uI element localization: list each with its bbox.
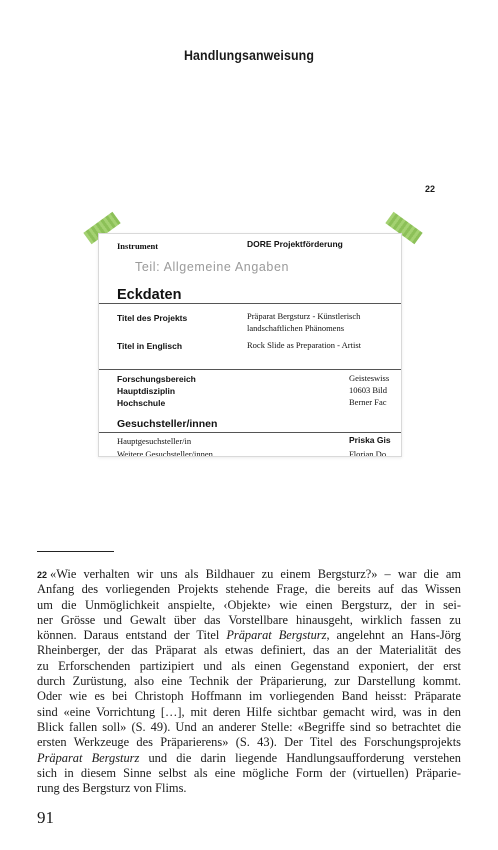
footnote-line: «Wie verhalten wir uns als Bildhauer zu einem Bergsturz?» – war die am bbox=[50, 567, 461, 581]
form-value-discipline: 10603 Bild bbox=[349, 385, 388, 395]
form-sheet bbox=[98, 233, 402, 457]
form-label-title-en: Titel in Englisch bbox=[117, 341, 183, 351]
footnote-line: und die darin liegende Handlungsaufforderung verstehen bbox=[139, 750, 462, 765]
form-label-instrument: Instrument bbox=[117, 241, 159, 251]
footnote-line: ersten Werkzeuge des Präparierens» (S. 43). Der Titel des Forschungsprojekts bbox=[37, 735, 461, 750]
form-value-research: Geisteswiss bbox=[349, 373, 390, 383]
footnote-line: um die Unmöglichkeit anspielte, ‹Objekte› wie einen Bergsturz, der in sei- bbox=[37, 597, 461, 612]
footnote-line: Blick fallen soll» (S. 49). Und an anderer Stelle: «Begriffe sind so betrachtet die bbox=[37, 719, 461, 734]
form-value-title-en: Rock Slide as Preparation - Artist bbox=[247, 340, 362, 350]
footnote-line: können. Daraus entstand der Titel bbox=[37, 628, 227, 643]
form-photo bbox=[90, 215, 410, 463]
page-number: 91 bbox=[37, 808, 54, 827]
footnote-number: 22 bbox=[37, 570, 48, 580]
form-label-further-applicants: Weitere Gesuchsteller/innen bbox=[117, 449, 213, 457]
footnote-line: sich in diesem Sinne selbst als eine mögliche Form der (virtuellen) Präparie- bbox=[37, 765, 461, 780]
form-section-faded: Teil: Allgemeine Angaben bbox=[135, 260, 290, 274]
footnote-line: rung des Bergsturz von Flims. bbox=[37, 781, 187, 796]
footnote-line: ner Grösse und Gewalt über das Vorstellbare hinausgeht, wirklich fassen zu bbox=[37, 612, 461, 627]
form-rule-2 bbox=[99, 369, 401, 370]
footnote-line: Oder wie es bei Christoph Hoffmann im vorliegenden Band heisst: Präparate bbox=[37, 689, 461, 704]
footnote-line: zu Erforschenden partizipiert und als einen Gegenstand exponiert, der erst bbox=[37, 658, 461, 673]
form-value-title-2: landschaftlichen Phänomens bbox=[247, 323, 345, 333]
footnote-line: Anfang des vorliegenden Projekts stehende Frage, die bereits auf das Wissen bbox=[37, 582, 461, 597]
footnote-italic-title: Präparat Bergsturz bbox=[226, 628, 327, 643]
form-value-school: Berner Fac bbox=[349, 397, 387, 407]
form-eckdaten: Eckdaten bbox=[117, 287, 182, 303]
form-label-research: Forschungsbereich bbox=[117, 374, 196, 384]
form-label-school: Hochschule bbox=[117, 398, 166, 408]
footnote-line: Rheinberger, der das Präparat als etwas definiert, das an der Materialität des bbox=[37, 643, 461, 658]
footnote-line: , angelehnt an Hans-Jörg bbox=[326, 628, 461, 643]
footnote-line: durch Zurüstung, also eine Technik der Präparierung, zur Darstellung kommt. bbox=[37, 674, 461, 689]
footnote-marker: 22 bbox=[425, 184, 436, 194]
form-label-title: Titel des Projekts bbox=[117, 313, 188, 323]
form-applicants: Gesuchsteller/innen bbox=[117, 418, 218, 430]
form-rule-3 bbox=[99, 432, 401, 433]
footnote-italic-title: Präparat Bergsturz bbox=[37, 750, 140, 765]
form-value-title-1: Präparat Bergsturz - Künstlerisch bbox=[247, 311, 361, 321]
form-label-discipline: Hauptdisziplin bbox=[117, 386, 176, 396]
form-rule-1 bbox=[99, 303, 401, 304]
footnote-line: sind «eine Vorrichtung […], mit deren Hilfe sichtbar gemacht wird, was in den bbox=[37, 704, 461, 719]
footnote-text bbox=[37, 567, 461, 796]
chapter-heading: Handlungsanweisung bbox=[183, 48, 315, 63]
form-value-main-applicant: Priska Gis bbox=[349, 435, 391, 445]
form-label-main-applicant: Hauptgesuchsteller/in bbox=[117, 436, 192, 446]
footnote-rule bbox=[37, 551, 114, 552]
form-title: DORE Projektförderung bbox=[247, 239, 343, 249]
form-value-further-applicants: Florian Do bbox=[349, 449, 387, 457]
